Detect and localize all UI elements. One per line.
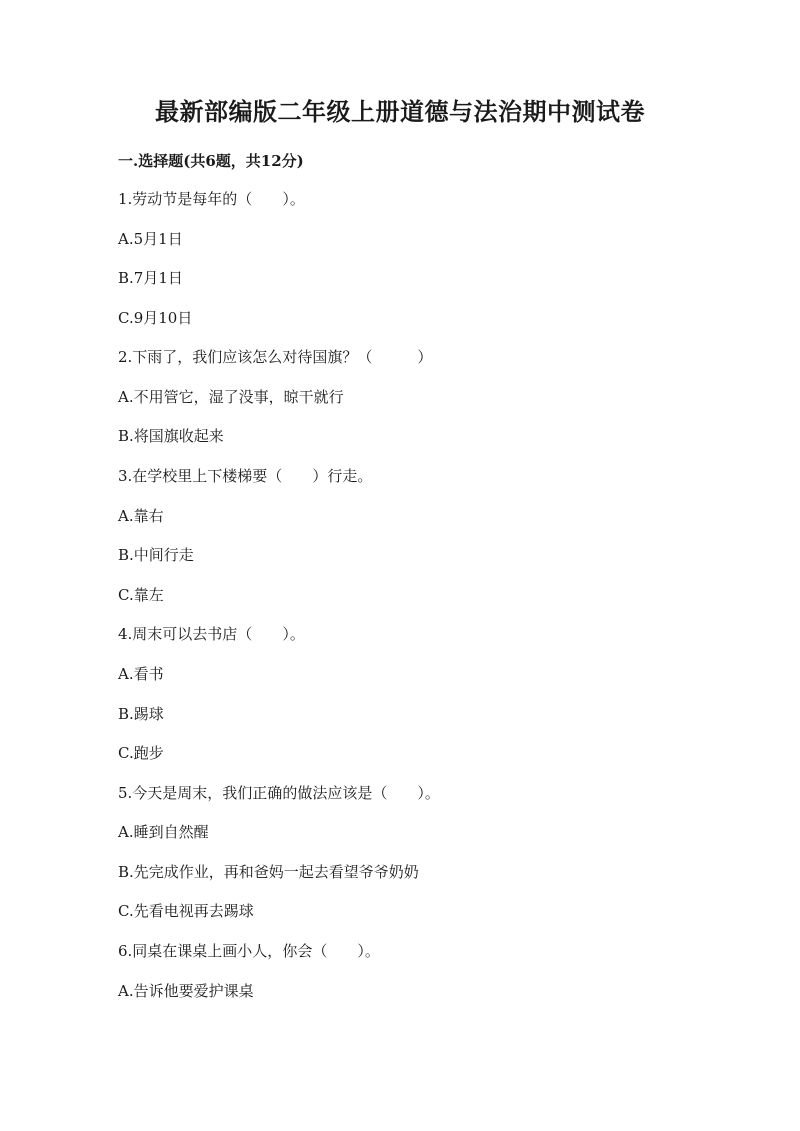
question-6-stem: 6.同桌在课桌上画小人，你会（ ）。 <box>118 942 380 960</box>
question-5-option-a: A.睡到自然醒 <box>118 823 209 841</box>
question-1-stem: 1.劳动节是每年的（ ）。 <box>118 190 305 208</box>
question-1-option-a: A.5月1日 <box>118 230 183 248</box>
question-4-option-b: B.踢球 <box>118 705 164 723</box>
section-heading: 一.选择题(共6题，共12分) <box>118 152 304 170</box>
question-3-option-c: C.靠左 <box>118 586 164 604</box>
question-2-option-b: B.将国旗收起来 <box>118 427 224 445</box>
question-1-option-b: B.7月1日 <box>118 269 183 287</box>
question-4-stem: 4.周末可以去书店（ ）。 <box>118 625 305 643</box>
question-2-option-a: A.不用管它，湿了没事，晾干就行 <box>118 388 344 406</box>
question-3-option-a: A.靠右 <box>118 507 164 525</box>
question-4-option-a: A.看书 <box>118 665 164 683</box>
question-4-option-c: C.跑步 <box>118 744 164 762</box>
question-5-option-b: B.先完成作业，再和爸妈一起去看望爷爷奶奶 <box>118 863 419 881</box>
question-1-option-c: C.9月10日 <box>118 309 193 327</box>
page-title: 最新部编版二年级上册道德与法治期中测试卷 <box>155 97 645 126</box>
question-6-option-a: A.告诉他要爱护课桌 <box>118 982 254 1000</box>
question-3-option-b: B.中间行走 <box>118 546 194 564</box>
question-5-option-c: C.先看电视再去踢球 <box>118 902 254 920</box>
question-3-stem: 3.在学校里上下楼梯要（ ）行走。 <box>118 467 373 485</box>
question-2-stem: 2.下雨了，我们应该怎么对待国旗？（ ） <box>118 348 433 366</box>
question-5-stem: 5.今天是周末，我们正确的做法应该是（ ）。 <box>118 784 440 802</box>
